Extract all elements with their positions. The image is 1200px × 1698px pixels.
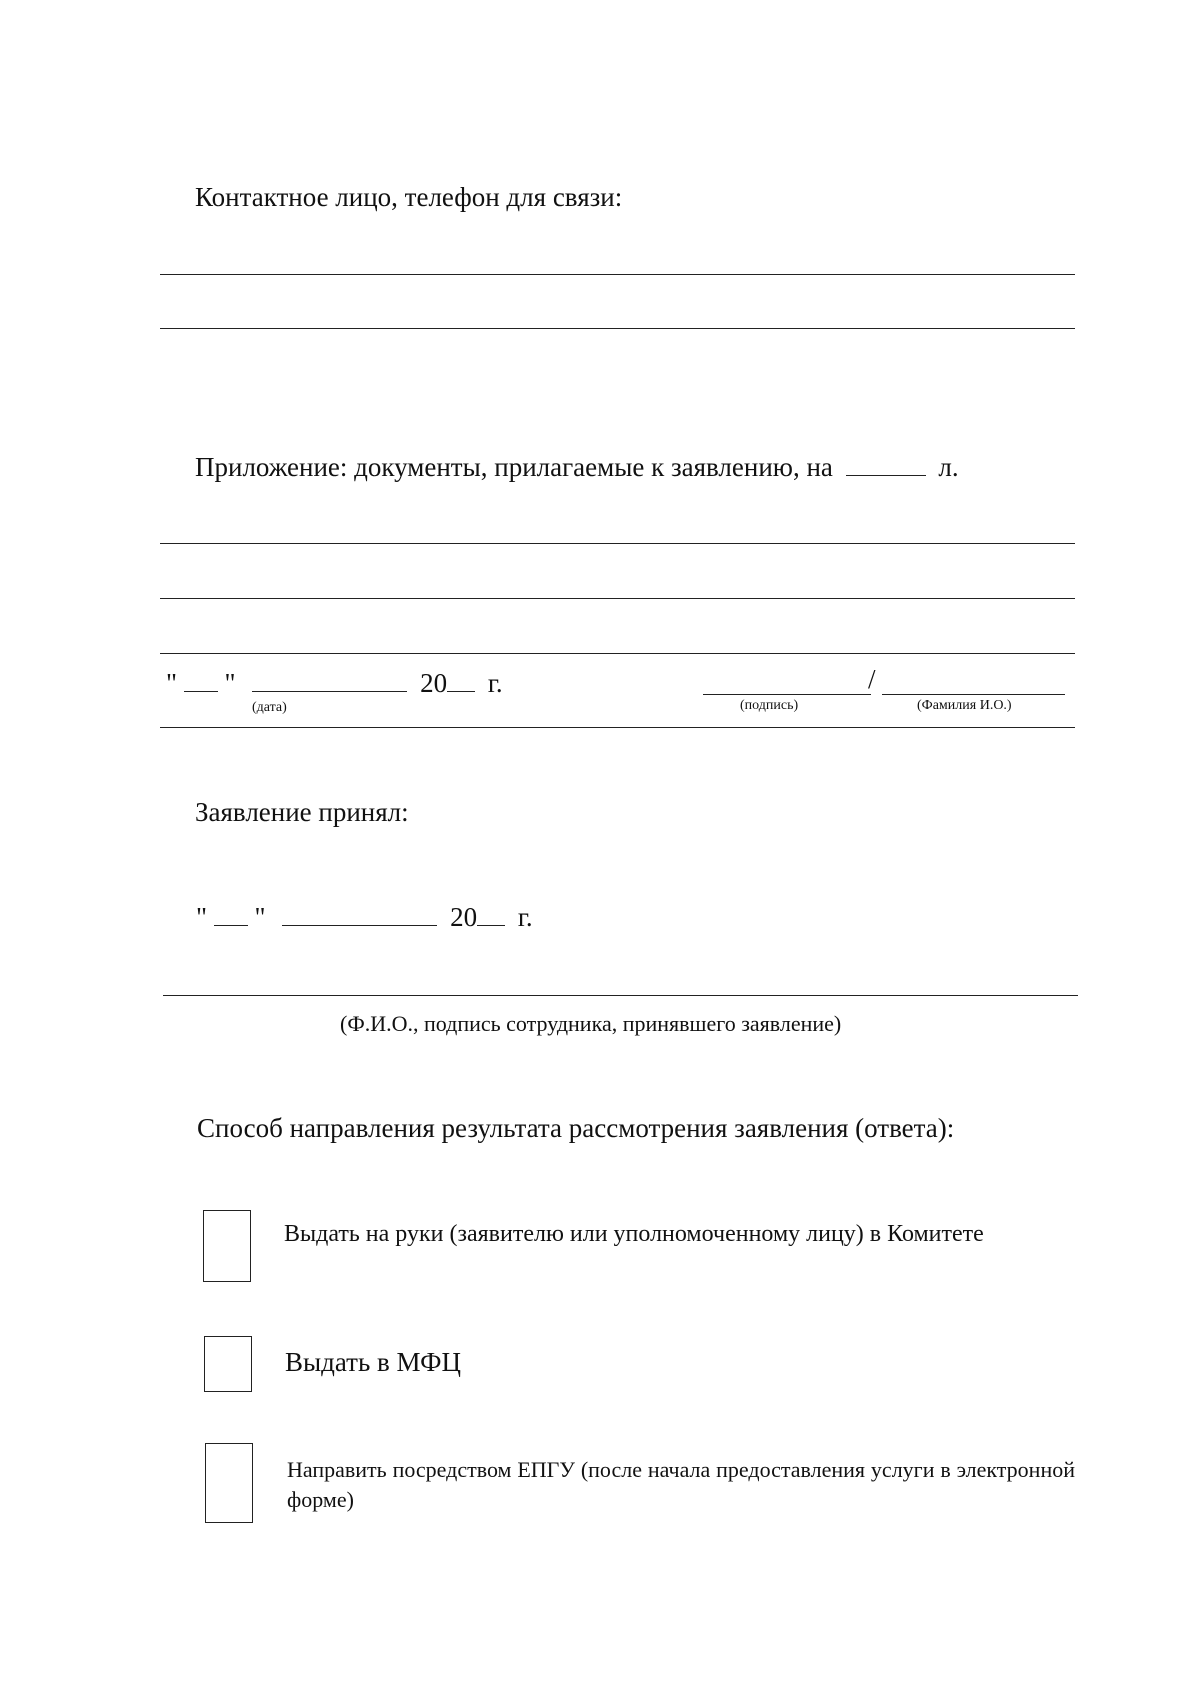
attachment-row bbox=[195, 452, 959, 483]
attachment-pages-blank[interactable] bbox=[846, 474, 926, 476]
delivery-option-1-label: Выдать на руки (заявителю или уполномоченному лицу) в Комитете bbox=[284, 1221, 984, 1247]
date-day-blank[interactable] bbox=[184, 690, 218, 692]
attachment-unit: л. bbox=[938, 452, 959, 482]
accepted-label: Заявление принял: bbox=[195, 797, 409, 827]
divider-line bbox=[160, 727, 1075, 728]
signature-caption: (подпись) bbox=[740, 698, 799, 713]
staff-caption: (Ф.И.О., подпись сотрудника, принявшего заявление) bbox=[340, 1011, 842, 1036]
applicant-date-row bbox=[166, 668, 503, 699]
name-blank[interactable] bbox=[882, 694, 1065, 695]
name-caption: (Фамилия И.О.) bbox=[917, 698, 1012, 713]
contact-input-line-2[interactable] bbox=[160, 328, 1075, 329]
delivery-option-1-checkbox[interactable] bbox=[203, 1210, 251, 1282]
accepted-day-blank[interactable] bbox=[214, 924, 248, 926]
date-quote-close: " bbox=[224, 668, 236, 698]
accepted-quote-close: " bbox=[254, 902, 266, 932]
date-quote-open: " bbox=[166, 668, 178, 698]
signature-slash: / bbox=[868, 664, 876, 694]
contact-input-line-1[interactable] bbox=[160, 274, 1075, 275]
date-year-suffix: г. bbox=[487, 668, 503, 698]
date-month-blank[interactable] bbox=[252, 690, 407, 692]
delivery-option-2-label: Выдать в МФЦ bbox=[285, 1347, 462, 1377]
accepted-date-row bbox=[196, 902, 533, 933]
date-year-blank[interactable] bbox=[447, 690, 475, 692]
date-year-prefix: 20 bbox=[420, 668, 448, 698]
attachment-input-line-2[interactable] bbox=[160, 598, 1075, 599]
attachment-label: Приложение: документы, прилагаемые к заявлению, на bbox=[195, 452, 833, 482]
accepted-quote-open: " bbox=[196, 902, 208, 932]
accepted-month-blank[interactable] bbox=[282, 924, 437, 926]
contact-label: Контактное лицо, телефон для связи: bbox=[195, 182, 623, 212]
delivery-label: Способ направления результата рассмотрения заявления (ответа): bbox=[197, 1113, 955, 1143]
delivery-option-3-label: Направить посредством ЕПГУ (после начала предоставления услуги в электронной форме) bbox=[287, 1457, 1075, 1512]
accepted-year-prefix: 20 bbox=[450, 902, 478, 932]
accepted-year-suffix: г. bbox=[517, 902, 533, 932]
signature-blank[interactable] bbox=[703, 694, 871, 695]
date-caption: (дата) bbox=[252, 700, 287, 715]
accepted-year-blank[interactable] bbox=[477, 924, 505, 926]
attachment-input-line-3[interactable] bbox=[160, 653, 1075, 654]
delivery-option-3-checkbox[interactable] bbox=[205, 1443, 253, 1523]
attachment-input-line-1[interactable] bbox=[160, 543, 1075, 544]
delivery-option-2-checkbox[interactable] bbox=[204, 1336, 252, 1392]
staff-signature-line[interactable] bbox=[163, 995, 1078, 996]
